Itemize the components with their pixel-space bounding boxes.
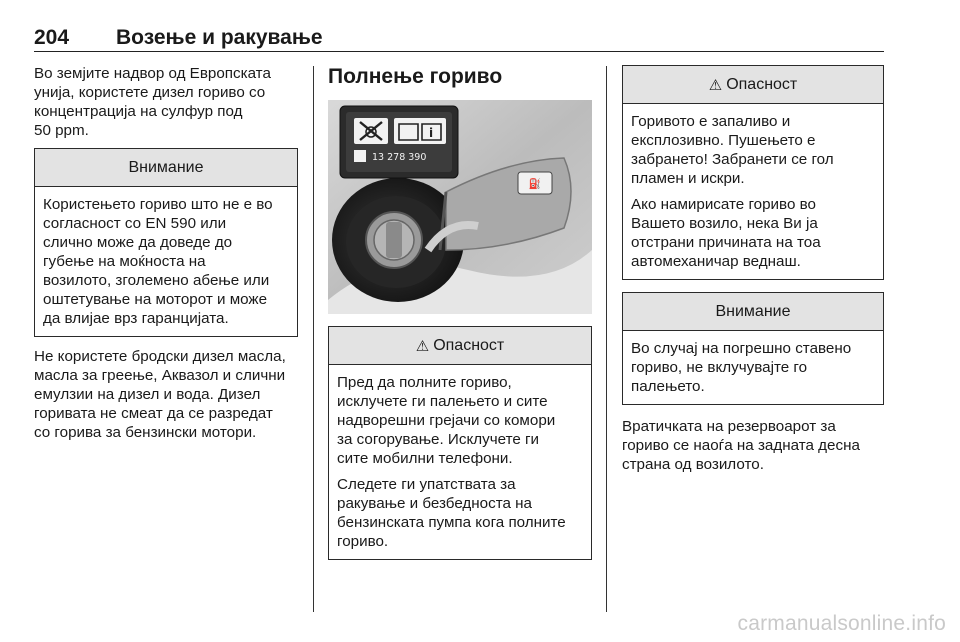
danger-text-2: Ако намирисате гориво во Вашето возило, нека Ви ја отстрани причината на тоа автомеханичар веднаш. bbox=[631, 196, 821, 270]
manual-book-icon bbox=[394, 118, 446, 144]
caution-box-fuel-standard bbox=[34, 148, 298, 337]
danger-text-2: Следете ги упатствата за ракување и безбедноста на бензинската пумпа кога полните гориво. bbox=[337, 476, 566, 550]
filler-location-paragraph: Вратичката на резервоарот за гориво се наоѓа на задната десна страна од возилото. bbox=[622, 418, 860, 473]
svg-text:i: i bbox=[428, 126, 434, 140]
page-header bbox=[34, 26, 884, 52]
fuel-type-icon bbox=[354, 150, 366, 162]
danger-box-fuel-flammable bbox=[622, 65, 884, 280]
warning-triangle-icon: ⚠ bbox=[708, 76, 723, 94]
photo-label-number: 13 278 390 bbox=[372, 152, 427, 163]
chapter-title: Возење и ракување bbox=[116, 26, 323, 49]
danger-text-1: Пред да полните гориво, исклучете ги палењето и сите надворешни грејачи со комори за согорување. Исклучете ги сите мобилни телефони. bbox=[337, 374, 556, 467]
danger-box-refuelling bbox=[328, 326, 592, 560]
svg-text:⛽: ⛽ bbox=[528, 179, 542, 190]
column-right bbox=[622, 65, 884, 474]
column-divider-1 bbox=[313, 66, 314, 612]
no-flame-icon bbox=[354, 118, 388, 144]
caution-box-wrong-fuel bbox=[622, 292, 884, 405]
caution-text: Во случај на погрешно ставено гориво, не вклучувајте го палењето. bbox=[631, 340, 852, 395]
column-left bbox=[34, 64, 298, 442]
danger-title: ⚠ Опасност bbox=[623, 66, 883, 104]
warning-triangle-icon: ⚠ bbox=[415, 337, 430, 355]
caution-title: Внимание bbox=[623, 293, 883, 331]
section-title: Полнење гориво bbox=[328, 65, 503, 88]
diesel-paragraph: Не користете бродски дизел масла, масла за греење, Аквазол и слични емулзии на дизел и вода. Дизел горивата не смеат да се разредат со горива за бензински мотори. bbox=[34, 348, 286, 441]
intro-paragraph: Во земјите надвор од Европската унија, користете дизел гориво со концентрација на сулфур под 50 ppm. bbox=[34, 65, 271, 139]
column-middle bbox=[328, 64, 592, 560]
watermark: carmanualsonline.info bbox=[737, 612, 946, 635]
danger-title: ⚠ Опасност bbox=[329, 327, 591, 365]
caution-title: Внимание bbox=[35, 149, 297, 187]
danger-text-1: Горивото е запаливо и експлозивно. Пушењето е забрането! Забранети се гол пламен и искри. bbox=[631, 113, 834, 187]
fuel-filler-photo bbox=[328, 100, 592, 314]
column-divider-2 bbox=[606, 66, 607, 612]
caution-text: Користењето гориво што не е во согласност со EN 590 или слично може да доведе до губење на моќноста на возилото, зголемено абење или оштетување на моторот и може да влијае врз гаранцијата. bbox=[43, 196, 273, 327]
page-number: 204 bbox=[34, 26, 70, 49]
